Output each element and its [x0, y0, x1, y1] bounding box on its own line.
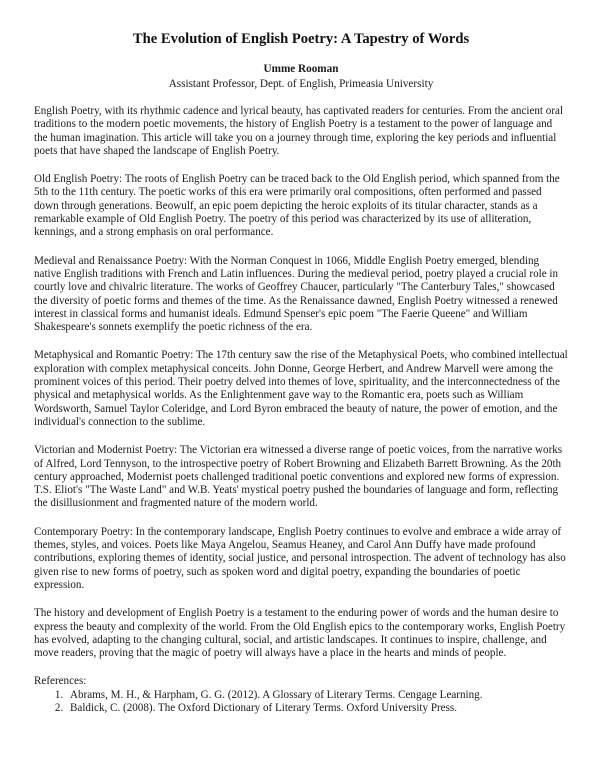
contemporary-paragraph: Contemporary Poetry: In the contemporary landscape, English Poetry continues to evolve and embrace a wide array of themes, styles, and voices. Poets like Maya Angelou, Seamus Heaney, and Carol Ann Duffy have made profound contributions, exploring themes of identity, social justice, and personal introspection. The advent of technology has also given rise to new forms of poetry, such as spoken word and digital poetry, expanding the boundaries of poetic expression.: [34, 525, 566, 591]
medieval-renaissance-paragraph: Medieval and Renaissance Poetry: With the Norman Conquest in 1066, Middle English Poetry emerged, blending native English traditions with French and Latin influences. During the medieval period, poetry played a crucial role in courtly love and chivalric literature. The works of Geoffrey Chaucer, particularly "The Canterbury Tales," showcased the diversity of poetic forms and themes of the time. As the Renaissance dawned, English Poetry witnessed a renewed interest in classical forms and humanist ideals. Edmund Spenser's epic poem "The Faerie Queene" and William Shakespeare's sonnets exemplify the poetic richness of the era.: [34, 254, 559, 334]
document-title: The Evolution of English Poetry: A Tapestry of Words: [132, 31, 470, 47]
document-page: [34, 30, 568, 715]
reference-item: 1. Abrams, M. H., & Harpham, G. G. (2012). A Glossary of Literary Terms. Cengage Learning.: [66, 689, 568, 702]
references-heading: References:: [34, 675, 87, 688]
references-list: [34, 689, 568, 716]
conclusion-paragraph: The history and development of English Poetry is a testament to the enduring power of words and the human desire to express the beauty and complexity of the world. From the Old English epics to the contemporary works, English Poetry has evolved, adapting to the changing cultural, social, and artistic landscapes. It continues to inspire, challenge, and move readers, proving that the magic of poetry will always have a place in the hearts and minds of people.: [34, 607, 566, 660]
old-english-paragraph: Old English Poetry: The roots of English Poetry can be traced back to the Old English period, which spanned from the 5th to the 11th century. The poetic works of this era were primarily oral compositions, often performed and passed down through generations. Beowulf, an epic poem depicting the heroic exploits of its titular character, stands as a remarkable example of Old English Poetry. The poetry of this period was characterized by its use of alliteration, kennings, and a strong emphasis on oral performance.: [34, 173, 560, 239]
reference-item: 2. Baldick, C. (2008). The Oxford Dictionary of Literary Terms. Oxford University Press.: [66, 702, 568, 715]
intro-paragraph: English Poetry, with its rhythmic cadence and lyrical beauty, has captivated readers for centuries. From the ancient oral traditions to the modern poetic movements, the history of English Poetry is a testament to the power of language and the human imagination. This article will take you on a journey through time, exploring the key periods and influential poets that have shaped the landscape of English Poetry.: [34, 105, 564, 157]
victorian-modernist-paragraph: Victorian and Modernist Poetry: The Victorian era witnessed a diverse range of poetic voices, from the narrative works of Alfred, Lord Tennyson, to the introspective poetry of Robert Browning and Elizabeth Barrett Browning. As the 20th century approached, Modernist poets challenged traditional poetic conventions and explored new forms of expression. T.S. Eliot's "The Waste Land" and W.B. Yeats' mystical poetry pushed the boundaries of language and form, reflecting the disillusionment and fragmented nature of the modern world.: [34, 444, 563, 510]
author-name: Umme Rooman: [263, 63, 339, 75]
author-affiliation: Assistant Professor, Dept. of English, Primeasia University: [168, 78, 434, 90]
metaphysical-romantic-paragraph: Metaphysical and Romantic Poetry: The 17th century saw the rise of the Metaphysical Poets, who combined intellectual exploration with complex metaphysical conceits. John Donne, George Herbert, and Andrew Marvell were among the prominent voices of this period. Their poetry delved into themes of love, spirituality, and the interconnectedness of the physical and metaphysical worlds. As the Enlightenment gave way to the Romantic era, poets such as William Wordsworth, Samuel Taylor Coleridge, and Lord Byron embraced the beauty of nature, the power of emotion, and the individual's connection to the sublime.: [34, 349, 568, 428]
